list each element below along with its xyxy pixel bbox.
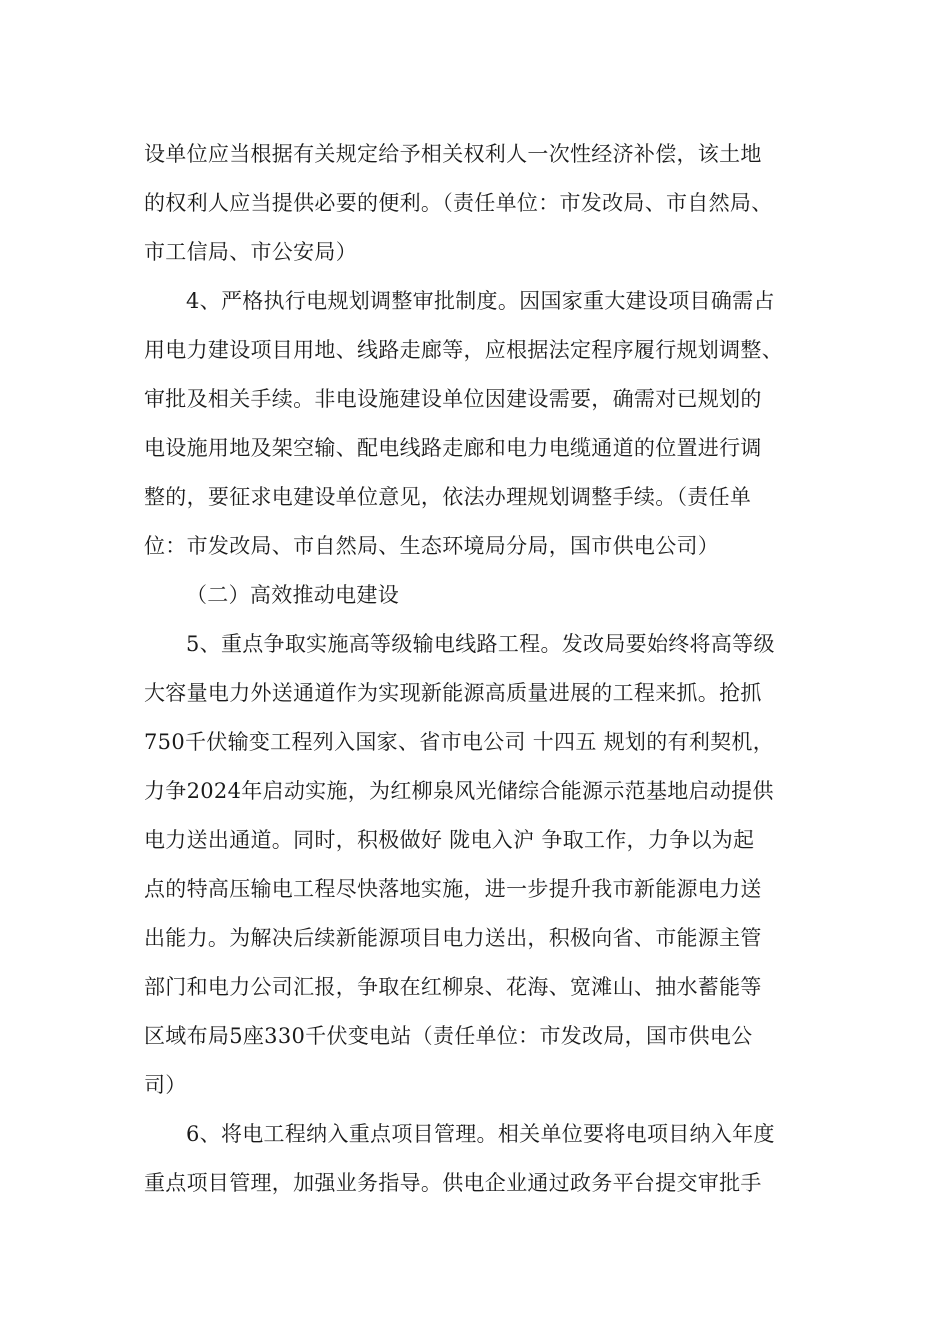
text-line: 部门和电力公司汇报，争取在红柳泉、花海、宽滩山、抽水蓄能等 [144, 975, 762, 999]
text-line: 电设施用地及架空输、配电线路走廊和电力电缆通道的位置进行调 [144, 436, 762, 460]
text-line: 重点项目管理，加强业务指导。供电企业通过政务平台提交审批手 [144, 1171, 762, 1195]
text-line: 750千伏输变工程列入国家、省市电公司 十四五 规划的有利契机， [144, 730, 775, 754]
text-line: 位：市发改局、市自然局、生态环境局分局，国市供电公司） [144, 534, 720, 558]
text-line: 市工信局、市公安局） [144, 240, 357, 264]
document-body [144, 130, 814, 1208]
text-line: 用电力建设项目用地、线路走廊等，应根据法定程序履行规划调整、 [144, 338, 783, 362]
text-line: 审批及相关手续。非电设施建设单位因建设需要，确需对已规划的 [144, 387, 762, 411]
paragraph-start-line: 5、重点争取实施高等级输电线路工程。发改局要始终将高等级 [186, 632, 775, 656]
text-line: 司） [144, 1073, 187, 1097]
text-line: 设单位应当根据有关规定给予相关权利人一次性经济补偿，该土地 [144, 142, 762, 166]
section-heading: （二）高效推动电建设 [186, 583, 399, 607]
text-line: 出能力。为解决后续新能源项目电力送出，积极向省、市能源主管 [144, 926, 762, 950]
text-line: 区域布局5座330千伏变电站（责任单位：市发改局，国市供电公 [144, 1024, 753, 1048]
text-line: 力争2024年启动实施，为红柳泉风光储综合能源示范基地启动提供 [144, 779, 774, 803]
text-line: 电力送出通道。同时，积极做好 陇电入沪 争取工作，力争以为起 [144, 828, 755, 852]
text-line: 整的，要征求电建设单位意见，依法办理规划调整手续。（责任单 [144, 485, 752, 509]
text-line: 大容量电力外送通道作为实现新能源高质量进展的工程来抓。抢抓 [144, 681, 762, 705]
paragraph-start-line: 6、将电工程纳入重点项目管理。相关单位要将电项目纳入年度 [186, 1122, 775, 1146]
text-line: 点的特高压输电工程尽快落地实施，进一步提升我市新能源电力送 [144, 877, 762, 901]
text-line: 的权利人应当提供必要的便利。（责任单位：市发改局、市自然局、 [144, 191, 773, 215]
paragraph-start-line: 4、严格执行电规划调整审批制度。因国家重大建设项目确需占 [186, 289, 775, 313]
